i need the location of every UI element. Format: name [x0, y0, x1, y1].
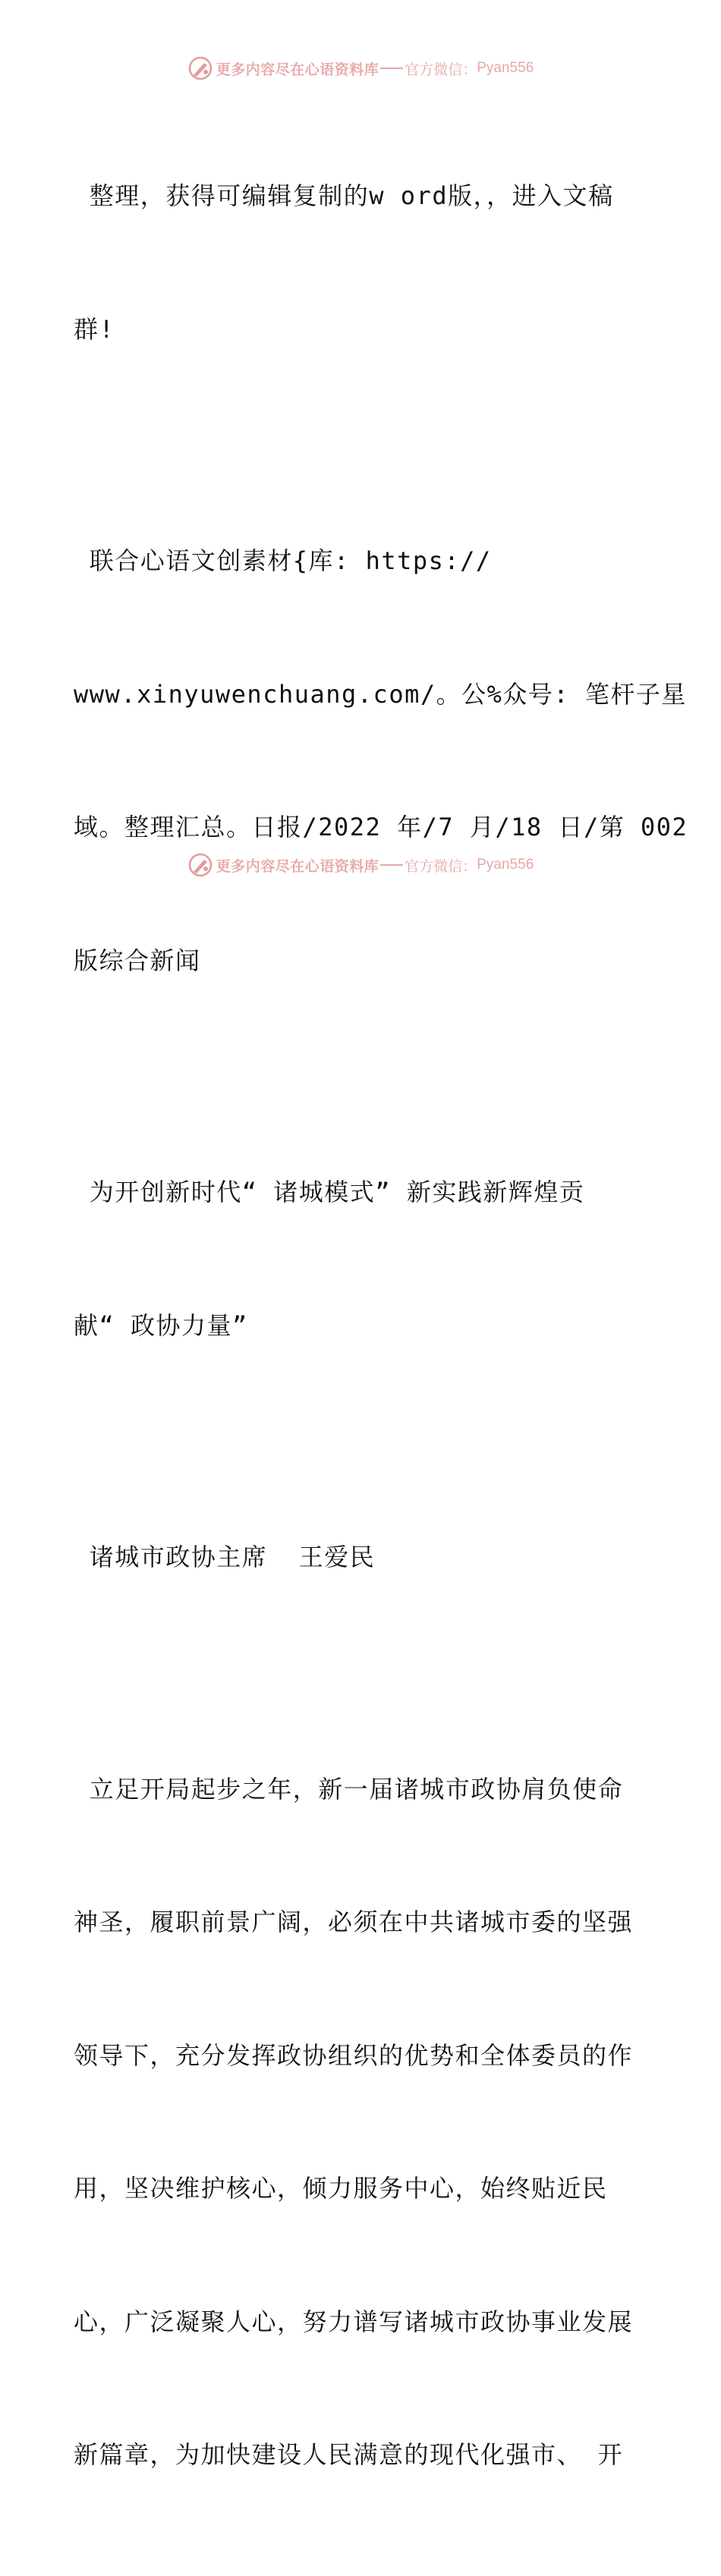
text-line: 用，坚决维护核心，倾力服务中心，始终贴近民 — [74, 2174, 608, 2203]
text-line: 立足开局起步之年，新一届诸城市政协肩负使命 — [74, 1774, 624, 1804]
text-line: 域。整理汇总。日报/2022 年/7 月/18 日/第 002 — [74, 813, 688, 841]
text-line: 群! — [74, 314, 115, 344]
watermark-wechat-id: Pyan556 — [477, 857, 534, 873]
paragraph-intro — [74, 85, 650, 440]
text-line: www.xinyuwenchuang.com/。公%众号: 笔杆子星 — [74, 679, 687, 709]
paragraph-body — [74, 1678, 650, 2566]
document-body — [74, 85, 688, 2576]
watermark-wechat-label: 官方微信： — [405, 857, 477, 875]
text-line: 版综合新闻 — [74, 945, 201, 975]
header-watermark — [0, 53, 721, 83]
text-line: 联合心语文创素材{库: https:// — [74, 546, 492, 575]
watermark-dash — [380, 68, 403, 69]
text-line: 整理，获得可编辑复制的w ord版，，进入文稿 — [74, 181, 614, 210]
text-line: 诸城市政协主席 王爱民 — [74, 1543, 376, 1571]
text-line: 新篇章，为加快建设人民满意的现代化强市、 开 — [74, 2440, 624, 2469]
watermark-wechat-id: Pyan556 — [477, 60, 534, 76]
watermark-brand: 更多内容尽在心语资料库 — [216, 61, 379, 78]
footer-watermark — [0, 850, 721, 880]
text-line: 心，广泛凝聚人心，努力谱写诸城市政协事业发展 — [74, 2307, 634, 2336]
text-line: 献“ 政协力量” — [74, 1310, 248, 1340]
text-line: 神圣，履职前景广阔，必须在中共诸城市委的坚强 — [74, 1908, 634, 1936]
article-title — [74, 1081, 650, 1436]
watermark-logo-icon — [187, 55, 213, 81]
text-line: 领导下，充分发挥政协组织的优势和全体委员的作 — [74, 2040, 634, 2070]
watermark-logo-icon — [187, 852, 213, 878]
watermark-brand: 更多内容尽在心语资料库 — [216, 857, 379, 875]
text-line: 为开创新时代“ 诸城模式” 新实践新辉煌贡 — [74, 1178, 585, 1206]
article-author — [74, 1446, 650, 1669]
paragraph-source — [74, 450, 688, 1071]
watermark-wechat-label: 官方微信： — [405, 61, 477, 78]
watermark-dash — [380, 864, 403, 866]
